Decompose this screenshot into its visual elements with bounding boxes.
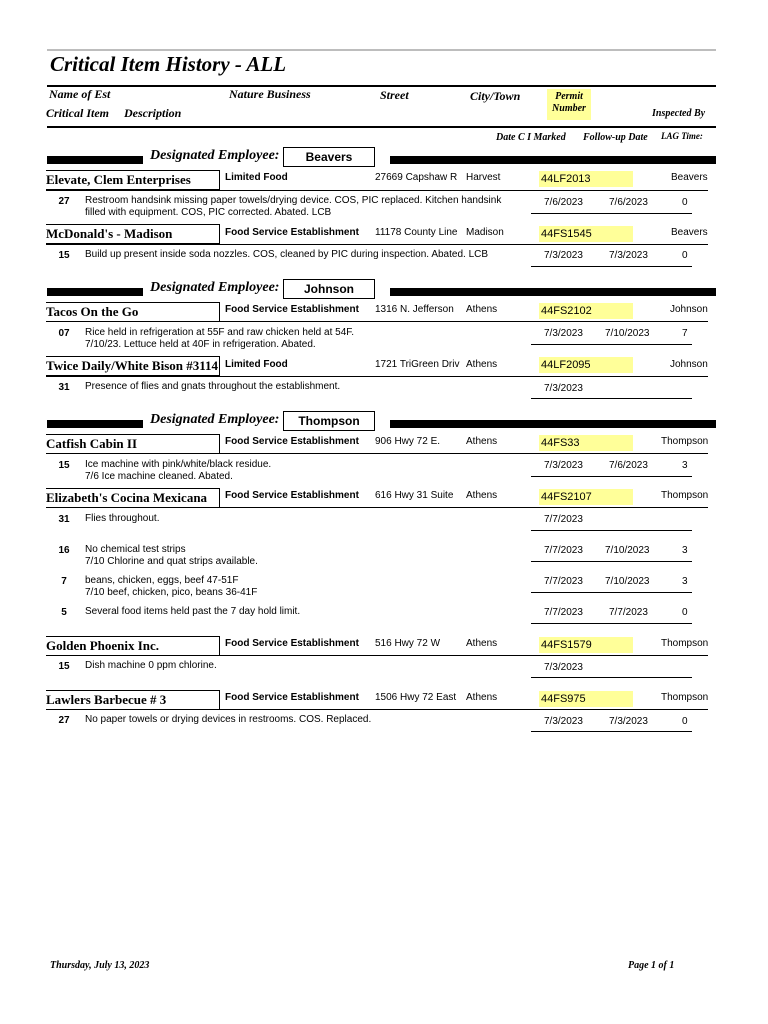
permit-number: 44FS1579 <box>539 637 633 653</box>
establishment-rule <box>46 376 708 377</box>
employee-bar-right <box>390 156 716 164</box>
establishment-rule <box>46 244 708 245</box>
header-street: Street <box>380 88 409 102</box>
establishment-nature: Food Service Establishment <box>225 436 359 447</box>
followup-date: 7/3/2023 <box>609 716 648 727</box>
designated-employee-label: Designated Employee: <box>150 412 280 427</box>
inspector-name: Thompson <box>661 490 709 501</box>
designated-employee-label: Designated Employee: <box>150 148 280 163</box>
permit-number: 44FS2102 <box>539 303 633 319</box>
establishment-street: 1316 N. Jefferson <box>375 304 454 315</box>
permit-number: 44FS975 <box>539 691 633 707</box>
item-description: No chemical test strips 7/10 Chlorine and quat strips available. <box>85 544 258 567</box>
lag-time: 0 <box>682 250 688 261</box>
date-underline <box>531 530 692 531</box>
date-ci-marked: 7/7/2023 <box>544 607 583 618</box>
establishment-street: 11178 County Line <box>375 227 458 238</box>
critical-item-code: 31 <box>58 514 70 525</box>
lag-time: 0 <box>682 716 688 727</box>
establishment-rule <box>46 709 708 710</box>
establishment-rule <box>46 453 708 454</box>
critical-item-code: 27 <box>58 196 70 207</box>
inspector-name: Johnson <box>670 304 708 315</box>
header-rule <box>47 126 716 128</box>
header-permit-line1: Permit <box>555 91 583 102</box>
date-ci-marked: 7/7/2023 <box>544 514 583 525</box>
establishment-street: 27669 Capshaw R <box>375 172 458 183</box>
establishment-name: Tacos On the Go <box>46 302 220 322</box>
date-underline <box>531 398 692 399</box>
permit-number: 44FS33 <box>539 435 633 451</box>
date-ci-marked: 7/3/2023 <box>544 460 583 471</box>
employee-bar-left <box>47 156 143 164</box>
establishment-name: Golden Phoenix Inc. <box>46 636 220 656</box>
establishment-street: 516 Hwy 72 W <box>375 638 441 649</box>
designated-employee-label: Designated Employee: <box>150 280 280 295</box>
followup-date: 7/6/2023 <box>609 460 648 471</box>
establishment-name: Catfish Cabin II <box>46 434 220 454</box>
employee-bar-left <box>47 288 143 296</box>
establishment-name: Elizabeth's Cocina Mexicana <box>46 488 220 508</box>
date-ci-marked: 7/7/2023 <box>544 545 583 556</box>
designated-employee-name: Beavers <box>283 147 375 167</box>
followup-date: 7/3/2023 <box>609 250 648 261</box>
followup-date: 7/10/2023 <box>605 328 650 339</box>
critical-item-code: 07 <box>58 328 70 339</box>
item-description: Build up present inside soda nozzles. COS, cleaned by PIC during inspection. Abated. LCB <box>85 249 489 260</box>
critical-item-code: 16 <box>58 545 70 556</box>
date-ci-marked: 7/3/2023 <box>544 662 583 673</box>
header-nature-business: Nature Business <box>229 87 311 101</box>
establishment-nature: Food Service Establishment <box>225 490 359 501</box>
date-ci-marked: 7/3/2023 <box>544 328 583 339</box>
critical-item-code: 15 <box>58 250 70 261</box>
date-underline <box>531 561 692 562</box>
item-description: Ice machine with pink/white/black residue. 7/6 Ice machine cleaned. Abated. <box>85 459 272 482</box>
date-ci-marked: 7/3/2023 <box>544 716 583 727</box>
followup-date: 7/10/2023 <box>605 545 650 556</box>
item-description: Flies throughout. <box>85 513 160 524</box>
employee-bar-right <box>390 288 716 296</box>
header-name-of-est: Name of Est <box>49 87 111 101</box>
date-underline <box>531 266 692 267</box>
item-description: Restroom handsink missing paper towels/drying device. COS, PIC replaced. Kitchen handsink filled with equipment. COS, PIC corrected. Abated. LCB <box>85 195 502 218</box>
establishment-city: Athens <box>466 436 498 447</box>
establishment-street: 1721 TriGreen Driv <box>375 359 460 370</box>
establishment-city: Madison <box>466 227 504 238</box>
establishment-nature: Food Service Establishment <box>225 638 359 649</box>
establishment-name: McDonald's - Madison <box>46 224 220 244</box>
establishment-rule <box>46 655 708 656</box>
header-permit-line2: Number <box>552 103 586 114</box>
date-underline <box>531 623 692 624</box>
critical-item-code: 5 <box>61 607 67 618</box>
establishment-city: Athens <box>466 638 498 649</box>
lag-time: 0 <box>682 607 688 618</box>
establishment-street: 906 Hwy 72 E. <box>375 436 441 447</box>
lag-time: 3 <box>682 576 688 587</box>
establishment-street: 1506 Hwy 72 East <box>375 692 457 703</box>
inspector-name: Thompson <box>661 638 709 649</box>
lag-time: 3 <box>682 460 688 471</box>
establishment-city: Harvest <box>466 172 501 183</box>
date-underline <box>531 476 692 477</box>
critical-item-code: 27 <box>58 715 70 726</box>
date-underline <box>531 592 692 593</box>
item-description: Dish machine 0 ppm chlorine. <box>85 660 217 671</box>
header-followup-date: Follow-up Date <box>583 132 648 143</box>
date-underline <box>531 213 692 214</box>
establishment-city: Athens <box>466 490 498 501</box>
critical-item-code: 7 <box>61 576 67 587</box>
item-description: Rice held in refrigeration at 55F and raw chicken held at 54F. 7/10/23. Lettuce held at 40F in refrigeration. Abated. <box>85 327 355 350</box>
item-description: No paper towels or drying devices in restrooms. COS. Replaced. <box>85 714 372 725</box>
establishment-name: Twice Daily/White Bison #3114 <box>46 356 220 376</box>
followup-date: 7/6/2023 <box>609 197 648 208</box>
inspector-name: Thompson <box>661 436 709 447</box>
footer-page: Page 1 of 1 <box>628 960 675 971</box>
header-date-ci-marked: Date C I Marked <box>496 132 566 143</box>
permit-number: 44FS1545 <box>539 226 633 242</box>
establishment-city: Athens <box>466 359 498 370</box>
date-underline <box>531 677 692 678</box>
inspector-name: Thompson <box>661 692 709 703</box>
establishment-city: Athens <box>466 692 498 703</box>
header-critical-item: Critical Item <box>46 106 109 120</box>
header-lag-time: LAG Time: <box>661 131 703 141</box>
establishment-rule <box>46 507 708 508</box>
followup-date: 7/10/2023 <box>605 576 650 587</box>
inspector-name: Beavers <box>671 227 708 238</box>
critical-item-code: 31 <box>58 382 70 393</box>
footer-date: Thursday, July 13, 2023 <box>50 960 150 971</box>
date-ci-marked: 7/7/2023 <box>544 576 583 587</box>
header-description: Description <box>124 106 182 120</box>
lag-time: 0 <box>682 197 688 208</box>
establishment-rule <box>46 190 708 191</box>
designated-employee-name: Thompson <box>283 411 375 431</box>
establishment-name: Lawlers Barbecue # 3 <box>46 690 220 710</box>
inspector-name: Johnson <box>670 359 708 370</box>
item-description: Several food items held past the 7 day hold limit. <box>85 606 301 617</box>
designated-employee-name: Johnson <box>283 279 375 299</box>
followup-date: 7/7/2023 <box>609 607 648 618</box>
date-ci-marked: 7/6/2023 <box>544 197 583 208</box>
establishment-nature: Food Service Establishment <box>225 304 359 315</box>
inspector-name: Beavers <box>671 172 708 183</box>
lag-time: 3 <box>682 545 688 556</box>
lag-time: 7 <box>682 328 688 339</box>
establishment-name: Elevate, Clem Enterprises <box>46 170 220 190</box>
top-rule <box>47 49 716 51</box>
critical-item-code: 15 <box>58 661 70 672</box>
permit-number: 44LF2013 <box>539 171 633 187</box>
critical-item-code: 15 <box>58 460 70 471</box>
employee-bar-left <box>47 420 143 428</box>
title-rule <box>47 85 716 87</box>
establishment-nature: Limited Food <box>225 172 288 183</box>
header-inspected-by: Inspected By <box>652 108 706 119</box>
permit-number: 44LF2095 <box>539 357 633 373</box>
employee-bar-right <box>390 420 716 428</box>
header-city-town: City/Town <box>470 89 521 103</box>
establishment-nature: Food Service Establishment <box>225 227 359 238</box>
date-underline <box>531 344 692 345</box>
item-description: Presence of flies and gnats throughout the establishment. <box>85 381 341 392</box>
header-permit-number <box>547 89 591 120</box>
item-description: beans, chicken, eggs, beef 47-51F 7/10 beef, chicken, pico, beans 36-41F <box>85 575 258 598</box>
establishment-street: 616 Hwy 31 Suite <box>375 490 454 501</box>
date-ci-marked: 7/3/2023 <box>544 250 583 261</box>
establishment-nature: Limited Food <box>225 359 288 370</box>
date-ci-marked: 7/3/2023 <box>544 383 583 394</box>
permit-number: 44FS2107 <box>539 489 633 505</box>
establishment-rule <box>46 321 708 322</box>
report-title: Critical Item History - ALL <box>50 52 287 76</box>
date-underline <box>531 731 692 732</box>
establishment-city: Athens <box>466 304 498 315</box>
establishment-nature: Food Service Establishment <box>225 692 359 703</box>
